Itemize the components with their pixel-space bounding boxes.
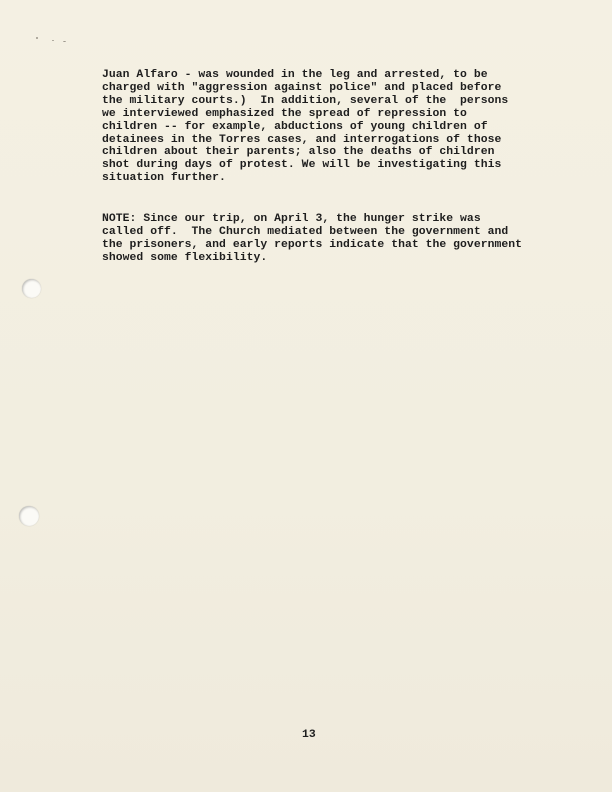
text-line: the prisoners, and early reports indicate that the government — [102, 238, 523, 251]
punch-hole-bottom — [19, 506, 39, 526]
text-line: situation further. — [102, 172, 226, 185]
text-line: detainees in the Torres cases, and interrogations of those — [102, 133, 502, 146]
note-paragraph — [102, 213, 572, 265]
text-line: children about their parents; also the deaths of children — [102, 146, 495, 159]
page-number: 13 — [302, 729, 316, 741]
text-line: we interviewed emphasized the spread of repression to — [102, 107, 467, 120]
text-line: children -- for example, abductions of young children of — [102, 120, 488, 133]
text-line: the military courts.) In addition, several of the persons — [102, 94, 509, 107]
paper-speck — [63, 41, 66, 42]
text-line: shot during days of protest. We will be investigating this — [102, 159, 502, 172]
paper-speck — [52, 40, 54, 41]
body-paragraph-1 — [102, 69, 572, 185]
text-line: showed some flexibility. — [102, 251, 268, 264]
text-line: NOTE: Since our trip, on April 3, the hunger strike was — [102, 213, 481, 225]
text-line: charged with "aggression against police" and placed before — [102, 81, 502, 94]
text-line: Juan Alfaro - was wounded in the leg and arrested, to be — [102, 69, 488, 81]
paper-speck — [36, 37, 38, 39]
punch-hole-top — [22, 279, 41, 298]
text-line: called off. The Church mediated between the government and — [102, 225, 509, 238]
